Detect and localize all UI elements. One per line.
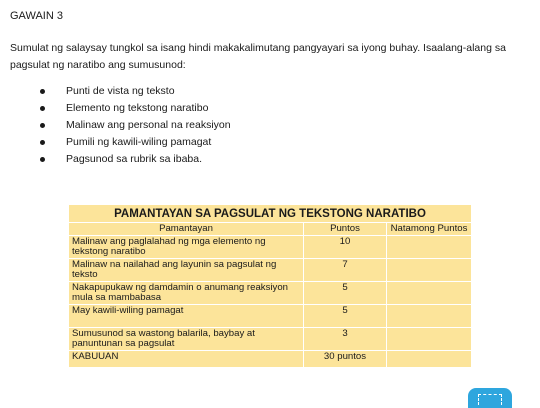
points-cell: 5 bbox=[304, 305, 387, 328]
screen-capture-button[interactable] bbox=[468, 388, 512, 408]
rubric-title: PAMANTAYAN SA PAGSULAT NG TEKSTONG NARATIBO bbox=[68, 204, 472, 222]
earned-points-header: Natamong Puntos bbox=[387, 223, 472, 236]
list-item: Pumili ng kawili-wiling pamagat bbox=[10, 134, 231, 151]
points-cell: 3 bbox=[304, 328, 387, 351]
table-row bbox=[69, 328, 472, 351]
list-item: Malinaw ang personal na reaksiyon bbox=[10, 117, 231, 134]
earned-total-cell bbox=[387, 351, 472, 368]
table-row bbox=[69, 236, 472, 259]
criteria-cell: May kawili-wiling pamagat bbox=[69, 305, 304, 328]
total-label: KABUUAN bbox=[69, 351, 304, 368]
points-cell: 10 bbox=[304, 236, 387, 259]
capture-frame-icon bbox=[478, 394, 502, 405]
earned-points-cell bbox=[387, 305, 472, 328]
rubric-table bbox=[68, 204, 472, 368]
table-row bbox=[69, 305, 472, 328]
guideline-list bbox=[10, 83, 231, 168]
list-item: Pagsunod sa rubrik sa ibaba. bbox=[10, 151, 231, 168]
list-item: Elemento ng tekstong naratibo bbox=[10, 100, 231, 117]
total-row bbox=[69, 351, 472, 368]
total-points: 30 puntos bbox=[304, 351, 387, 368]
criteria-cell: Malinaw ang paglalahad ng mga elemento ng tekstong naratibo bbox=[69, 236, 304, 259]
points-cell: 5 bbox=[304, 282, 387, 305]
table-header-row bbox=[69, 223, 472, 236]
criteria-cell: Nakapupukaw ng damdamin o anumang reaksiyon mula sa mambabasa bbox=[69, 282, 304, 305]
earned-points-cell bbox=[387, 259, 472, 282]
table-row bbox=[69, 259, 472, 282]
activity-instruction: Sumulat ng salaysay tungkol sa isang hindi makakalimutang pangyayari sa iyong buhay. Isaalang-alang sa pagsulat ng naratibo ang sumusunod: bbox=[10, 42, 506, 71]
points-header: Puntos bbox=[304, 223, 387, 236]
criteria-cell: Malinaw na nailahad ang layunin sa pagsulat ng teksto bbox=[69, 259, 304, 282]
list-item: Punti de vista ng teksto bbox=[10, 83, 231, 100]
criteria-cell: Sumusunod sa wastong balarila, baybay at panuntunan sa pagsulat bbox=[69, 328, 304, 351]
earned-points-cell bbox=[387, 236, 472, 259]
points-cell: 7 bbox=[304, 259, 387, 282]
earned-points-cell bbox=[387, 282, 472, 305]
activity-heading: GAWAIN 3 bbox=[10, 10, 63, 22]
earned-points-cell bbox=[387, 328, 472, 351]
criteria-header: Pamantayan bbox=[69, 223, 304, 236]
table-row bbox=[69, 282, 472, 305]
